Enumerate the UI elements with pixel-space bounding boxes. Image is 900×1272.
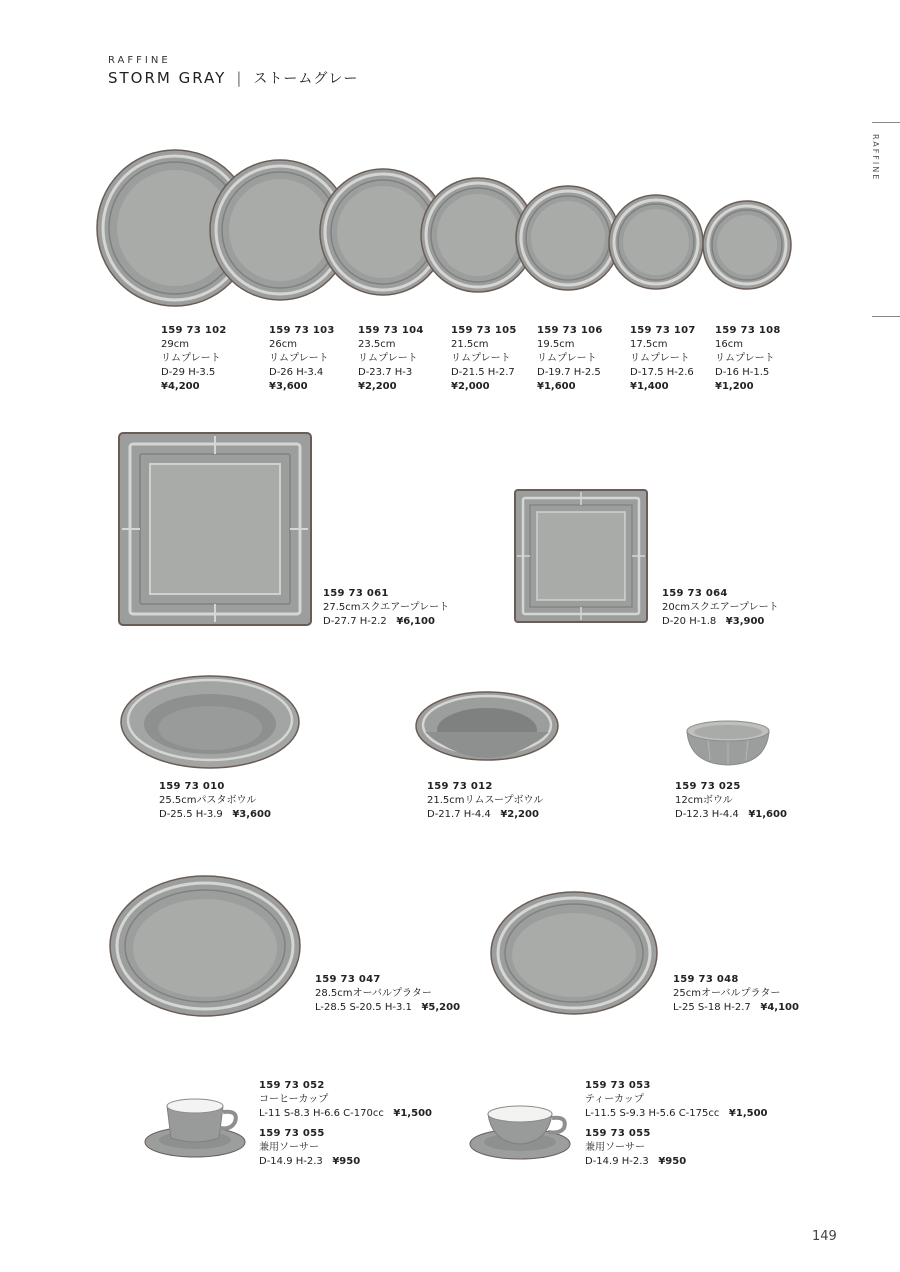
rim-plate-19-5cm <box>516 186 620 290</box>
product-info-rim-plate-17-5cm <box>630 324 696 394</box>
product-dims-price <box>323 615 449 629</box>
product-name: リムプレート <box>715 353 775 364</box>
product-dims: D-20 H-1.8 <box>662 616 717 627</box>
product-info-oval-platter-28-5cm <box>315 973 460 1015</box>
product-dims: D-16 H-1.5 <box>715 367 770 378</box>
product-dims: D-19.7 H-2.5 <box>537 367 601 378</box>
product-info-rim-plate-26cm <box>269 324 335 394</box>
product-code: 159 73 010 <box>159 781 225 792</box>
product-size: 19.5cm <box>537 339 575 350</box>
product-info-rim-plate-19-5cm <box>537 324 603 394</box>
product-price: ¥1,400 <box>630 381 669 392</box>
product-dims: D-23.7 H-3 <box>358 367 413 378</box>
product-name: リムプレート <box>358 353 418 364</box>
product-dims: L-25 S-18 H-2.7 <box>673 1002 751 1013</box>
product-dims: D-26 H-3.4 <box>269 367 324 378</box>
title-separator: | <box>236 69 244 87</box>
rim-plate-17-5cm <box>609 195 703 289</box>
product-dims-price <box>662 615 779 629</box>
product-price: ¥3,900 <box>725 616 765 627</box>
oval-platter-28-5cm-photo <box>106 872 304 1020</box>
product-name: リムプレート <box>630 353 690 364</box>
product-dims-price <box>315 1001 460 1015</box>
oval-platter-25cm-photo <box>488 888 660 1018</box>
product-info-tea-cup <box>585 1079 768 1169</box>
product-name: 25cmオーバルプラター <box>673 988 781 999</box>
product-name: 21.5cmリムスープボウル <box>427 795 544 806</box>
page-number: 149 <box>812 1229 837 1244</box>
product-code: 159 73 104 <box>358 325 424 336</box>
product-code: 159 73 105 <box>451 325 517 336</box>
product-name: リムプレート <box>161 353 221 364</box>
product-price: ¥1,200 <box>715 381 754 392</box>
rim-plates-photo <box>90 140 810 320</box>
product-dims-price <box>427 808 543 822</box>
product-dims: L-28.5 S-20.5 H-3.1 <box>315 1002 412 1013</box>
product-dims: D-21.5 H-2.7 <box>451 367 515 378</box>
product-dims: D-12.3 H-4.4 <box>675 809 739 820</box>
product-price: ¥4,100 <box>760 1002 799 1013</box>
product-dims: D-17.5 H-2.6 <box>630 367 694 378</box>
product-code: 159 73 048 <box>673 974 739 985</box>
product-info-rim-plate-23-5cm <box>358 324 424 394</box>
series-name-jp: ストームグレー <box>253 71 359 87</box>
product-price: ¥5,200 <box>421 1002 461 1013</box>
product-size: 29cm <box>161 339 189 350</box>
product-dims: L-11.5 S-9.3 H-5.6 C-175cc <box>585 1108 720 1119</box>
product-dims: D-14.9 H-2.3 <box>585 1156 649 1167</box>
side-brand-label: RAFFINE <box>871 134 880 182</box>
side-rule-top <box>872 122 900 123</box>
product-name: コーヒーカップ <box>259 1094 329 1105</box>
product-info-rim-plate-16cm <box>715 324 781 394</box>
product-dims-price <box>585 1107 768 1121</box>
product-name: 兼用ソーサー <box>585 1142 645 1153</box>
product-name: ティーカップ <box>585 1094 644 1105</box>
product-dims-price <box>259 1155 432 1169</box>
product-code: 159 73 107 <box>630 325 696 336</box>
product-info-rim-plate-29cm <box>161 324 227 394</box>
side-rule-bottom <box>872 316 900 317</box>
product-info-rim-plate-21-5cm <box>451 324 517 394</box>
product-price: ¥1,500 <box>393 1108 432 1119</box>
square-plate-27-5cm-photo <box>116 430 314 628</box>
product-code: 159 73 012 <box>427 781 493 792</box>
product-code: 159 73 061 <box>323 588 389 599</box>
product-code: 159 73 025 <box>675 781 741 792</box>
square-plate-20cm-photo <box>513 488 649 624</box>
product-dims-price <box>259 1107 432 1121</box>
series-title <box>108 68 358 88</box>
product-price: ¥4,200 <box>161 381 200 392</box>
product-price: ¥1,500 <box>728 1108 768 1119</box>
product-dims: D-21.7 H-4.4 <box>427 809 491 820</box>
product-name: リムプレート <box>269 353 329 364</box>
product-dims-price <box>675 808 787 822</box>
product-name: 25.5cmパスタボウル <box>159 795 257 806</box>
product-code: 159 73 053 <box>585 1080 651 1091</box>
brand-label: RAFFINE <box>108 55 171 66</box>
product-code: 159 73 108 <box>715 325 781 336</box>
page-header <box>108 55 358 88</box>
product-code: 159 73 103 <box>269 325 335 336</box>
product-name: 兼用ソーサー <box>259 1142 319 1153</box>
product-name: リムプレート <box>451 353 511 364</box>
product-price: ¥1,600 <box>537 381 576 392</box>
product-dims: D-25.5 H-3.9 <box>159 809 223 820</box>
series-name: STORM GRAY <box>108 69 227 87</box>
product-size: 17.5cm <box>630 339 668 350</box>
product-info-square-plate-27-5cm <box>323 587 449 629</box>
product-price: ¥950 <box>658 1156 687 1167</box>
product-name: 28.5cmオーバルプラター <box>315 988 432 999</box>
product-info-rim-soup-bowl <box>427 780 543 822</box>
product-dims-price <box>585 1155 768 1169</box>
product-price: ¥6,100 <box>396 616 435 627</box>
product-dims: D-27.7 H-2.2 <box>323 616 387 627</box>
product-price: ¥3,600 <box>232 809 271 820</box>
product-code: 159 73 055 <box>259 1128 325 1139</box>
product-price: ¥950 <box>332 1156 361 1167</box>
product-size: 26cm <box>269 339 297 350</box>
product-dims: D-29 H-3.5 <box>161 367 216 378</box>
rim-plate-16cm <box>703 201 791 289</box>
coffee-cup-saucer-photo <box>143 1092 249 1162</box>
product-code: 159 73 047 <box>315 974 381 985</box>
product-code: 159 73 102 <box>161 325 227 336</box>
product-code: 159 73 055 <box>585 1128 651 1139</box>
product-price: ¥2,200 <box>358 381 397 392</box>
product-size: 16cm <box>715 339 743 350</box>
product-info-pasta-bowl <box>159 780 271 822</box>
product-code: 159 73 106 <box>537 325 603 336</box>
product-code: 159 73 052 <box>259 1080 325 1091</box>
product-dims-price <box>673 1001 799 1015</box>
product-price: ¥2,000 <box>451 381 490 392</box>
product-size: 23.5cm <box>358 339 396 350</box>
product-dims: L-11 S-8.3 H-6.6 C-170cc <box>259 1108 384 1119</box>
product-price: ¥2,200 <box>500 809 539 820</box>
product-name: リムプレート <box>537 353 597 364</box>
product-code: 159 73 064 <box>662 588 728 599</box>
pasta-bowl-photo <box>118 672 302 772</box>
product-info-small-bowl <box>675 780 787 822</box>
product-info-oval-platter-25cm <box>673 973 799 1015</box>
tea-cup-saucer-photo <box>468 1100 576 1164</box>
product-info-coffee-cup <box>259 1079 432 1169</box>
product-info-square-plate-20cm <box>662 587 779 629</box>
product-size: 21.5cm <box>451 339 489 350</box>
product-dims: D-14.9 H-2.3 <box>259 1156 323 1167</box>
product-price: ¥1,600 <box>748 809 787 820</box>
rim-soup-bowl-photo <box>413 688 561 770</box>
small-bowl-photo <box>684 718 772 768</box>
product-name: 27.5cmスクエアープレート <box>323 602 450 613</box>
product-price: ¥3,600 <box>269 381 308 392</box>
product-name: 12cmボウル <box>675 795 733 806</box>
product-name: 20cmスクエアープレート <box>662 602 779 613</box>
product-dims-price <box>159 808 271 822</box>
